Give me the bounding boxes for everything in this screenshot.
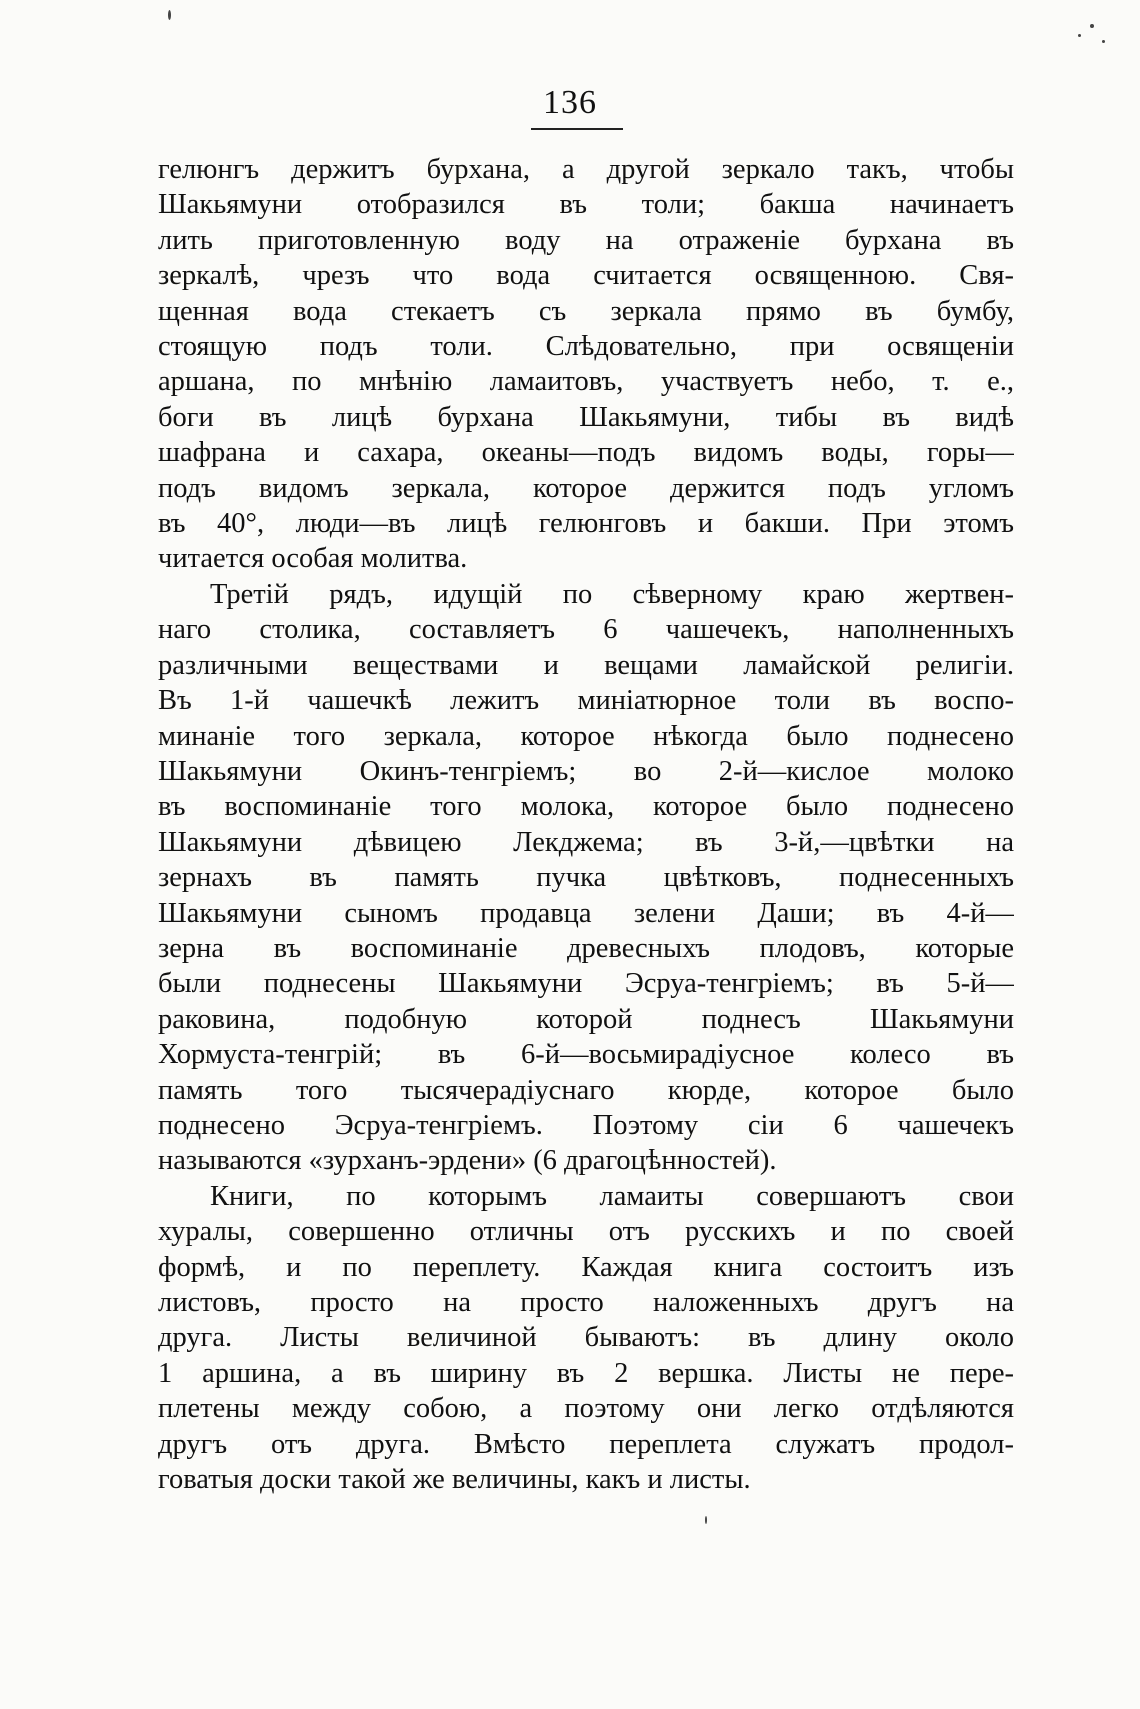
text-line: Книги, по которымъ ламаиты совершаютъ свои xyxy=(210,1180,1014,1212)
text-line: щенная вода стекаетъ съ зеркала прямо въ бумбу, xyxy=(158,295,1014,327)
scan-speck xyxy=(168,10,171,20)
text-line: зерна въ воспоминаніе древесныхъ плодовъ, которые xyxy=(158,932,1014,964)
text-line: лить приготовленную воду на отраженіе бурхана въ xyxy=(158,224,1014,256)
text-line: Хормуста-тенгрій; въ 6-й—восьмирадіусное колесо въ xyxy=(158,1039,1014,1071)
text-line: плетены между собою, а поэтому они легко отдѣляются xyxy=(158,1393,1014,1425)
text-line: Шакьямуни дѣвицею Лекджема; въ 3-й,—цвѣтки на xyxy=(158,826,1014,858)
paragraph xyxy=(158,152,1014,577)
text-line: раковина, подобную которой поднесъ Шакьямуни xyxy=(158,1003,1014,1035)
text-line: листовъ, просто на просто наложенныхъ другъ на xyxy=(158,1287,1014,1318)
text-line: въ воспоминаніе того молока, которое было поднесено xyxy=(158,791,1014,823)
page-number-rule xyxy=(531,128,623,130)
text-line: различными веществами и вещами ламайской религіи. xyxy=(158,649,1014,681)
scan-speck xyxy=(705,1516,707,1524)
text-line: друга. Листы величиной бываютъ: въ длину около xyxy=(158,1322,1014,1354)
text-line: читается особая молитва. xyxy=(158,543,468,575)
text-line: минаніе того зеркала, которое нѣкогда было поднесено xyxy=(158,720,1014,752)
text-line: стоящую подъ толи. Слѣдовательно, при освященіи xyxy=(158,331,1014,363)
body-text xyxy=(158,152,1014,1497)
text-line: зернахъ въ память пучка цвѣтковъ, поднесенныхъ xyxy=(158,862,1014,894)
text-line: были поднесены Шакьямуни Эсруа-тенгріемъ; въ 5-й— xyxy=(158,968,1014,1000)
text-line: говатыя доски такой же величины, какъ и листы. xyxy=(158,1464,751,1496)
text-line: зеркалѣ, чрезъ что вода считается освященною. Свя- xyxy=(158,260,1014,292)
text-line: Шакьямуни сыномъ продавца зелени Даши; въ 4-й— xyxy=(158,897,1014,929)
scan-speck xyxy=(1102,40,1105,43)
text-line: другъ отъ друга. Вмѣсто переплета служатъ продол- xyxy=(158,1428,1014,1460)
text-line: аршана, по мнѣнію ламаитовъ, участвуетъ небо, т. е., xyxy=(158,366,1014,398)
paragraph xyxy=(158,577,1014,1179)
text-line: Шакьямуни отобразился въ толи; бакша начинаетъ xyxy=(158,189,1014,221)
text-line: Третій рядъ, идущій по сѣверному краю жертвен- xyxy=(210,578,1014,610)
text-line: боги въ лицѣ бурхана Шакьямуни, тибы въ видѣ xyxy=(158,401,1014,433)
scan-speck xyxy=(1078,34,1081,37)
text-line: называются «зурханъ-эрдени» (6 драгоцѣнностей). xyxy=(158,1145,777,1177)
text-line: память того тысячерадіуснаго кюрде, которое было xyxy=(158,1074,1014,1106)
text-line: подъ видомъ зеркала, которое держится подъ угломъ xyxy=(158,472,1014,504)
text-line: формѣ, и по переплету. Каждая книга состоитъ изъ xyxy=(158,1251,1014,1283)
scan-speck xyxy=(1090,24,1094,28)
text-line: шафрана и сахара, океаны—подъ видомъ воды, горы— xyxy=(158,437,1014,469)
text-line: Въ 1-й чашечкѣ лежитъ миніатюрное толи въ воспо- xyxy=(158,685,1014,717)
text-line: гелюнгъ держитъ бурхана, а другой зеркало такъ, чтобы xyxy=(158,154,1014,185)
text-line: хуралы, совершенно отличны отъ русскихъ и по своей xyxy=(158,1216,1014,1248)
text-line: Шакьямуни Окинъ-тенгріемъ; во 2-й—кислое молоко xyxy=(158,755,1014,787)
text-line: поднесено Эсруа-тенгріемъ. Поэтому сіи 6 чашечекъ xyxy=(158,1109,1014,1141)
text-line: въ 40°, люди—въ лицѣ гелюнговъ и бакши. При этомъ xyxy=(158,508,1014,540)
page-number: 136 xyxy=(543,84,597,121)
text-line: 1 аршина, а въ ширину въ 2 вершка. Листы не пере- xyxy=(158,1357,1014,1389)
text-line: наго столика, составляетъ 6 чашечекъ, наполненныхъ xyxy=(158,614,1014,646)
paragraph xyxy=(158,1179,1014,1498)
